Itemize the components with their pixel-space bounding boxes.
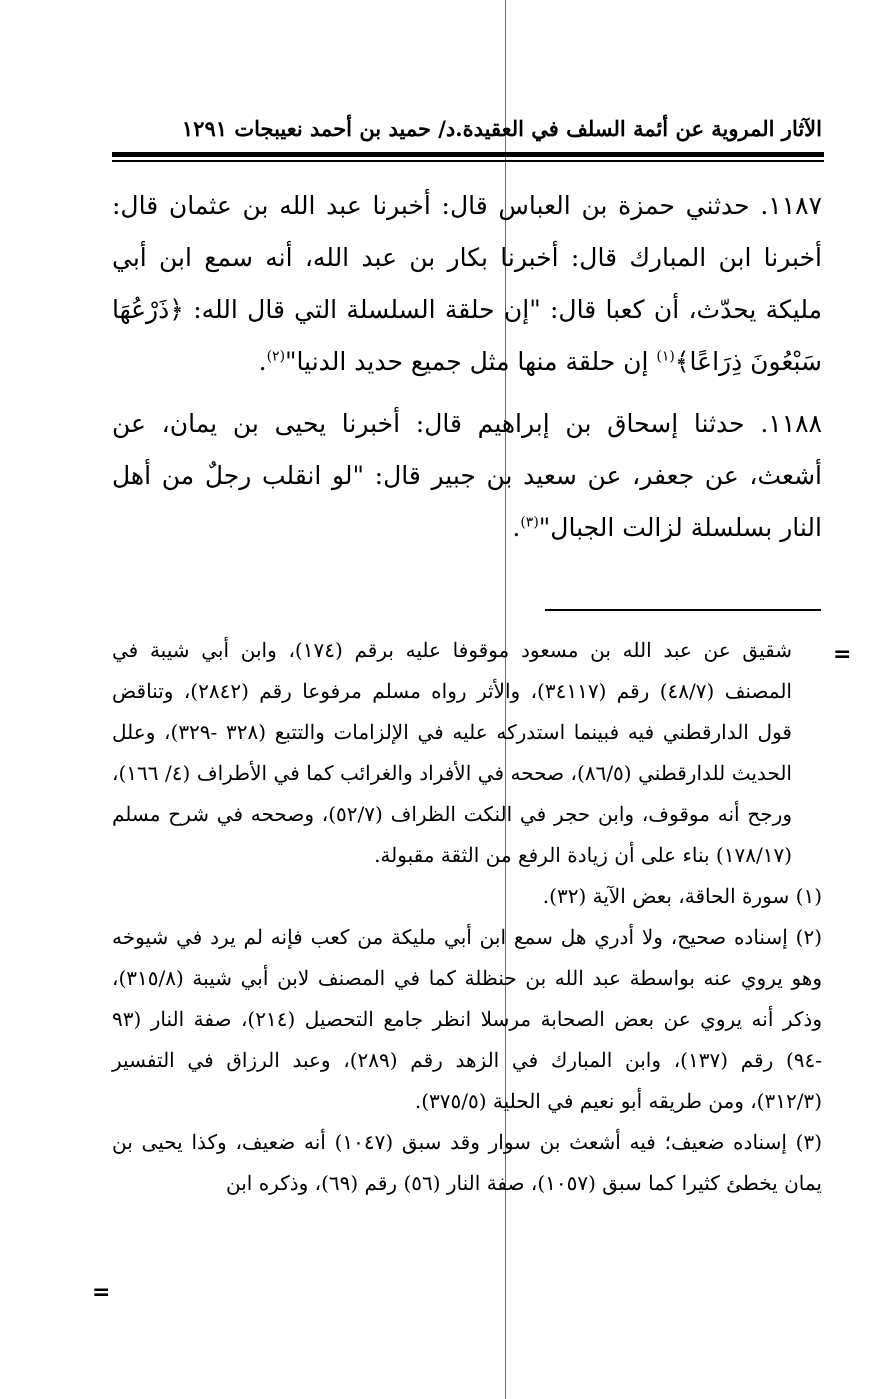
paragraph-1187	[112, 180, 822, 388]
footnote-ref-1: (١)	[656, 348, 675, 365]
header-rule-thick	[112, 152, 824, 157]
footnote-ref-2: (٢)	[266, 348, 286, 365]
header-rule-thin	[112, 160, 824, 162]
footnote-continuation: شقيق عن عبد الله بن مسعود موقوفا عليه برقم (١٧٤)، وابن أبي شيبة في المصنف (٤٨/٧) رقم (٣٤١١٧)، والأثر رواه مسلم مرفوعا رقم (٢٨٤٢)، وتناقض قول الدارقطني فيه فبينما استدركه عليه في الإلزامات والتتبع (٣٢٨ -٣٢٩)، وعلل الحديث للدارقطني (٨٦/٥)، صححه في الأفراد والغرائب كما في الأطراف (٤/ ١٦٦)، ورجح أنه موقوف، وابن حجر في النكت الظراف (٥٢/٧)، وصححه في شرح مسلم (١٧٨/١٧) بناء على أن زيادة الرفع من الثقة مقبولة.	[112, 638, 792, 867]
paragraph-1188	[112, 398, 822, 554]
paragraph-1187-tail: إن حلقة منها مثل جميع حديد الدنيا"	[285, 347, 657, 376]
footnote-3: (٣) إسناده ضعيف؛ فيه أشعث بن سوار وقد سبق (١٠٤٧) أنه ضعيف، وكذا يحيى بن يمان يخطئ كثيرا كما سبق (١٠٥٧)، صفة النار (٥٦) رقم (٦٩)، وذكره ابن	[112, 1130, 822, 1195]
footnote-ref-3: (٣)	[520, 514, 539, 531]
paragraph-1188-text: ١١٨٨. حدثنا إسحاق بن إبراهيم قال: أخبرنا يحيى بن يمان، عن أشعث، عن جعفر، عن سعيد بن جبير قال: "لو انقلب رجلٌ من أهل النار بسلسلة لزالت الجبال"	[112, 409, 822, 542]
main-text	[112, 180, 822, 554]
continues-next-page-marker: =	[92, 1280, 111, 1305]
paragraph-1188-end: .	[512, 513, 521, 542]
footnotes	[112, 630, 822, 1204]
paragraph-1187-end: .	[258, 347, 267, 376]
running-header: الآثار المروية عن أئمة السلف في العقيدة.د/ حميد بن أحمد نعيبجات ١٢٩١	[181, 116, 822, 141]
footnote-separator	[545, 609, 821, 611]
footnote-2: (٢) إسناده صحيح، ولا أدري هل سمع ابن أبي مليكة من كعب فإنه لم يرد في شيوخه وهو يروي عنه بواسطة عبد الله بن حنظلة كما في المصنف لابن أبي شيبة (٣١٥/٨)، وذكر أنه يروي عن بعض الصحابة مرسلا انظر جامع التحصيل (٢١٤)، صفة النار (٩٣ -٩٤) رقم (١٣٧)، وابن المبارك في الزهد رقم (٢٨٩)، وعبد الرزاق في التفسير (٣١٢/٣)، ومن طريقه أبو نعيم في الحلية (٣٧٥/٥).	[112, 925, 822, 1113]
continued-from-previous-marker: =	[833, 642, 852, 667]
paragraph-1187-text: ١١٨٧. حدثني حمزة بن العباس قال: أخبرنا عبد الله بن عثمان قال: أخبرنا ابن المبارك قال: أخبرنا بكار بن عبد الله، أنه سمع ابن أبي مليكة يحدّث، أن كعبا قال: "إن حلقة السلسلة التي قال الله: ﴿ذَرْعُهَا سَبْعُونَ ذِرَاعًا﴾	[112, 191, 822, 376]
footnote-1: (١) سورة الحاقة، بعض الآية (٣٢).	[542, 884, 822, 908]
